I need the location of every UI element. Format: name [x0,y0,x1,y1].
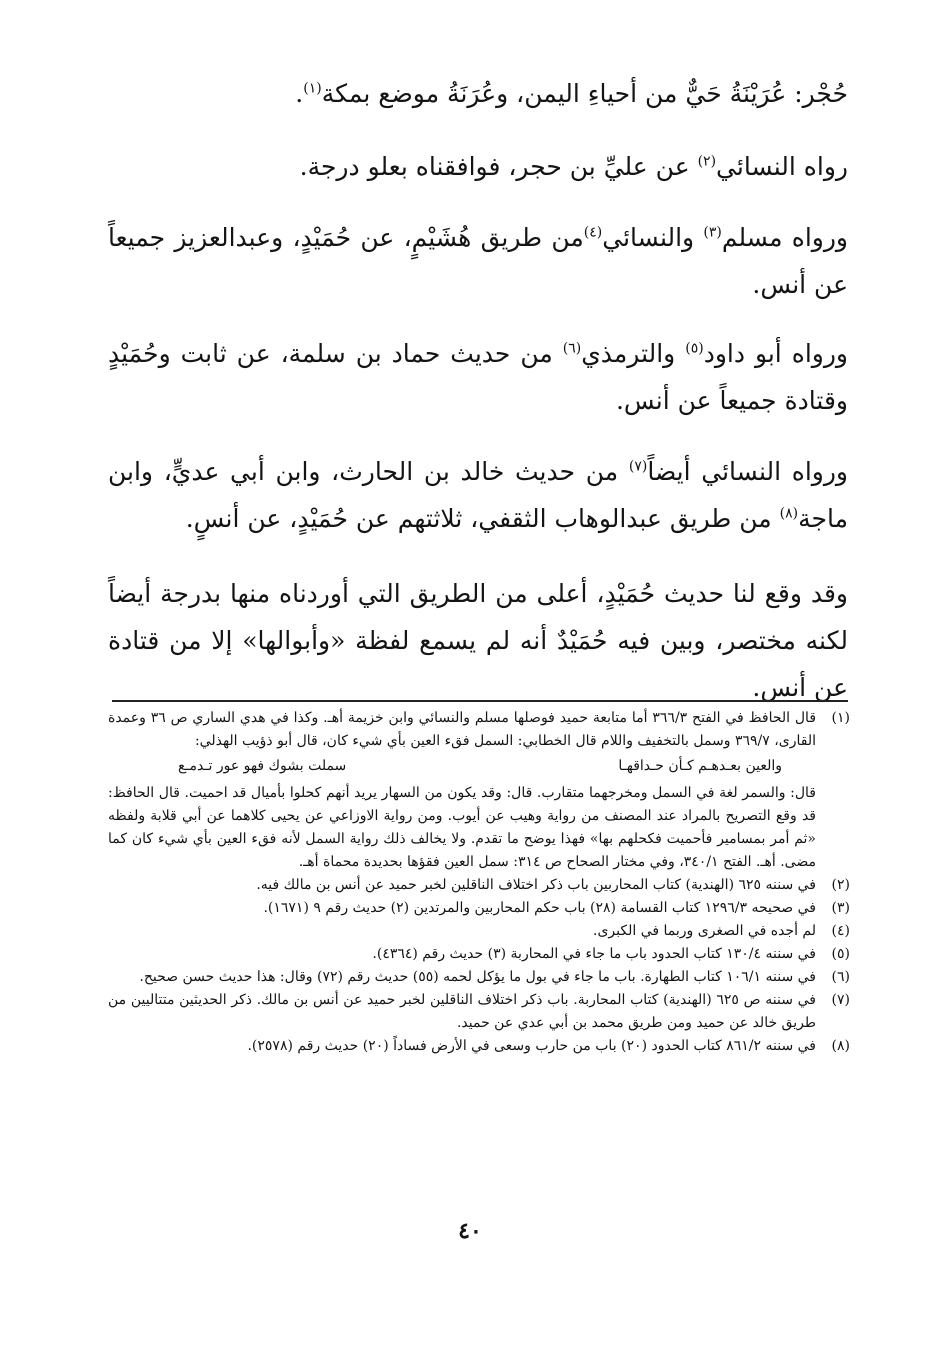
paragraph-text: . [295,79,304,108]
page-number: ٤٠ [458,1218,482,1244]
footnote-5 [108,943,850,966]
footnote-text: في سننه ١٣٠/٤ كتاب الحدود باب ما جاء في المحاربة (٣) حديث رقم (٤٣٦٤). [372,946,816,962]
footnote-text: قال: والسمر لغة في السمل ومخرجهما متقارب. قال: وقد يكون من السهار يريد أنهم كحلوا بأميال قد احميت. قال الحافظ: قد وقع التصريح بالمراد عند المصنف من رواية وهيب عن أيوب. ومن رواية الاوزاعي عن يحيى كلاهما عن أبي قلابة ولفظه «ثم أمر بمسامير فأحميت فكحلهم بها» فهذا يوضح ما تقدم. ولا يخالف ذلك رواية السمل لأنه فقء العين بأي شيء كان كما مضى. أهـ. الفتح ٣٤٠/١، وفي مختار الصحاح ص ٣١٤: سمل العين فقؤها بحديدة محماة أهـ. [108,785,816,870]
footnote-number: (١) [831,710,850,726]
paragraph-text: من طريق هُشَيْمٍ، عن حُمَيْدٍ، وعبدالعزيز جميعاً عن أنس. [108,223,848,299]
footnote-number: (٧) [831,992,850,1008]
footnotes [108,707,850,1058]
footnote-text: لم أجده في الصغرى وربما في الكبرى. [593,923,816,939]
footnote-1 [108,707,850,874]
paragraph-text: من حديث خالد بن الحارث، وابن أبي عديٍّ، وابن ماجة [108,457,848,533]
verse-first-hemistich: والعين بعـدهـم كـأن حـداقهـا [618,758,782,774]
footnote-marker: (٣) [703,224,722,241]
paragraph [108,143,848,190]
footnote-marker: (٨) [779,505,799,522]
footnote-4 [108,920,850,943]
footnote-text: قال الحافظ في الفتح ٣٦٦/٣ أما متابعة حميد فوصلها مسلم والنسائي وابن خزيمة أهـ. وكذا في هدي الساري ص ٣٦ وعمدة القارى، ٣٦٩/٧ وسمل بالتخفيف واللام قال الخطابي: السمل فقء العين بأي شيء كان، قال أبو ذؤيب الهذلي: [108,710,817,749]
footnote-marker: (٤) [583,224,603,241]
footnote-8 [108,1035,850,1058]
footnote-number: (٤) [831,923,850,939]
footnote-number: (٥) [831,946,850,962]
footnote-text: في سننه ص ٦٢٥ (الهندية) كتاب المحاربة. باب ذكر اختلاف الناقلين لخبر حميد عن أنس بن مالك. ذكر الحديثين متتاليين من طريق خالد عن حميد ومن طريق محمد بن أبي عدي عن حميد. [108,992,816,1031]
footnote-text: في صحيحه ١٢٩٦/٣ كتاب القسامة (٢٨) باب حكم المحاربين والمرتدين (٢) حديث رقم ٩ (١٦٧١). [263,900,816,916]
paragraph-text: رواه النسائي [716,152,848,181]
paragraph-text: من طريق عبدالوهاب الثقفي، ثلاثتهم عن حُمَيْدٍ، عن أنسٍ. [185,504,780,533]
paragraph [108,330,848,424]
paragraph [108,214,848,308]
footnote-body [108,707,816,874]
footnote-7 [108,989,850,1035]
poetry-verse [108,755,816,778]
footnote-number: (٢) [831,877,850,893]
footnote-marker: (٥) [685,340,704,357]
footnote-text: في سننه ١٠٦/١ كتاب الطهارة. باب ما جاء في بول ما يؤكل لحمه (٥٥) حديث رقم (٧٢) وقال: هذا حديث حسن صحيح. [139,969,816,985]
footnote-2 [108,874,850,897]
footnote-separator [112,700,848,702]
footnote-text: في سننه ٦٢٥ (الهندية) كتاب المحاربين باب ذكر اختلاف الناقلين لخبر حميد عن أنس بن مالك فيه. [256,877,816,893]
footnote-3 [108,897,850,920]
footnote-number: (٨) [831,1038,850,1054]
paragraph-text: من حديث حماد بن سلمة، عن ثابت وحُمَيْدٍ وقتادة جميعاً عن أنس. [108,339,848,415]
paragraph-text: والترمذي [581,339,686,368]
paragraph-text: حُجْر: عُرَيْنَةُ حَيٌّ من أحياءِ اليمن، وعُرَنَةُ موضع بمكة [321,79,848,108]
main-text [108,70,848,711]
paragraph [108,570,848,711]
footnote-marker: (١) [303,80,322,97]
paragraph [108,448,848,542]
footnote-marker: (٧) [628,458,648,475]
footnote-number: (٦) [831,969,850,985]
footnote-marker: (٦) [562,340,582,357]
paragraph-text: عن عليِّ بن حجر، فوافقناه بعلو درجة. [299,152,698,181]
paragraph [108,70,848,117]
footnote-6 [108,966,850,989]
paragraph-text: ورواه النسائي أيضاً [647,457,848,486]
footnote-marker: (٢) [697,153,717,170]
footnote-text: في سننه ٨٦١/٢ كتاب الحدود (٢٠) باب من حارب وسعى في الأرض فساداً (٢٠) حديث رقم (٢٥٧٨). [247,1038,816,1054]
paragraph-text: ورواه مسلم [721,223,848,252]
paragraph-text: وقد وقع لنا حديث حُمَيْدٍ، أعلى من الطريق التي أوردناه منها بدرجة أيضاً لكنه مختصر، وبين فيه حُمَيْدٌ أنه لم يسمع لفظة «وأبوالها» إلا من قتادة عن أنس. [108,579,848,702]
paragraph-text: والنسائي [602,223,704,252]
paragraph-text: ورواه أبو داود [703,339,848,368]
footnote-number: (٣) [831,900,850,916]
verse-second-hemistich: سملت بشوك فهو عور تـدمـع [178,758,347,774]
